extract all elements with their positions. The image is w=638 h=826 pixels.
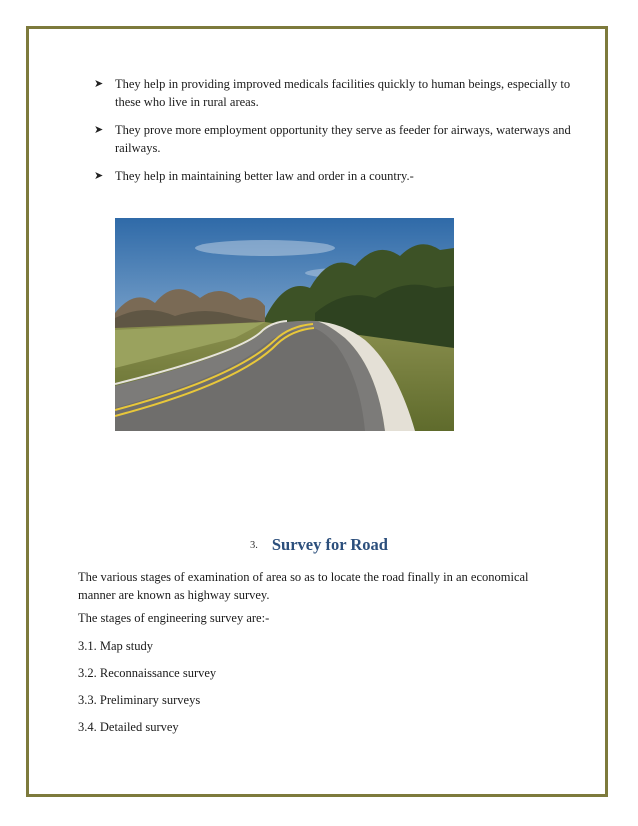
curved-road-photo	[115, 218, 454, 431]
arrowhead-bullet-icon: ➤	[94, 124, 104, 136]
section-title: Survey for Road	[271, 535, 388, 554]
bullet-text: They prove more employment opportunity they serve as feeder for airways, waterways and railways.	[115, 123, 571, 155]
bullet-text: They help in maintaining better law and order in a country.-	[115, 169, 414, 183]
stage-item: 3.1. Map study	[78, 639, 153, 653]
stage-item: 3.4. Detailed survey	[78, 720, 179, 734]
list-item	[94, 121, 574, 157]
bullet-list	[94, 75, 574, 195]
section-heading	[0, 535, 638, 555]
intro-paragraph: The various stages of examination of area so as to locate the road finally in an economical manner are known as highway survey.	[78, 570, 529, 602]
section-number: 3.	[250, 540, 258, 551]
bullet-text: They help in providing improved medicals facilities quickly to human beings, especially to these who live in rural areas.	[115, 77, 571, 109]
list-item	[94, 167, 574, 185]
arrowhead-bullet-icon: ➤	[94, 170, 104, 182]
stage-item: 3.2. Reconnaissance survey	[78, 666, 217, 680]
stages-intro: The stages of engineering survey are:-	[78, 611, 270, 625]
stage-item: 3.3. Preliminary surveys	[78, 693, 201, 707]
arrowhead-bullet-icon: ➤	[94, 78, 104, 90]
list-item	[94, 75, 574, 111]
